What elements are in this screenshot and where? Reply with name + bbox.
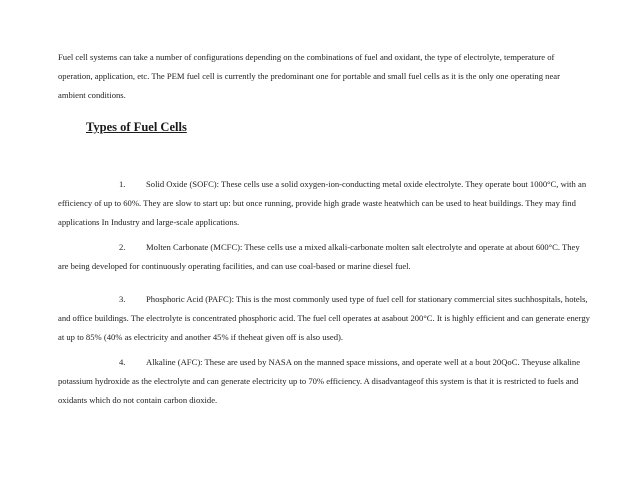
section-heading: Types of Fuel Cells	[86, 120, 187, 134]
list-item-text: Phosphoric Acid (PAFC): This is the most commonly used type of fuel cell for stationary commercial sites suchhospitals, hotels, and office buildings. The electrolyte is concentrated phosphoric acid. The fuel cell operates at asabout 200°C. It is highly efficient and can generate energy at up to 85% (40% as electricity and another 45% if theheat given off is also used).	[58, 294, 590, 342]
list-number: 4.	[119, 357, 126, 367]
list-item-text: Alkaline (AFC): These are used by NASA on the manned space missions, and operate well at a bout 20QoC. Theyuse alkaline potassium hydroxide as the electrolyte and can generate electricity up to 70% efficiency. A disadvantageof this system is that it is restricted to fuels and oxidants which do not contain carbon dioxide.	[58, 357, 581, 405]
list-item-pafc	[58, 290, 590, 347]
list-item-sofc	[58, 175, 590, 232]
list-number: 2.	[119, 242, 126, 252]
list-number: 1.	[119, 179, 126, 189]
list-item-afc	[58, 353, 590, 410]
list-item-text: Molten Carbonate (MCFC): These cells use a mixed alkali-carbonate molten salt electrolyte and operate at about 600°C. They are being developed for continuously operating facilities, and can use coal-based or marine diesel fuel.	[58, 242, 580, 271]
intro-paragraph: Fuel cell systems can take a number of configurations depending on the combinations of fuel and oxidant, the type of electrolyte, temperature of operation, application, etc. The PEM fuel cell is currently the predominant one for portable and small fuel cells as it is the only one operating near ambient conditions.	[58, 52, 560, 100]
list-item-text: Solid Oxide (SOFC): These cells use a solid oxygen-ion-conducting metal oxide electrolyte. They operate bout 1000°C, with an efficiency of up to 60%. They are slow to start up: but once running, provide high grade waste heatwhich can be used to heat buildings. They may find applications In Industry and large-scale applications.	[58, 179, 587, 227]
list-item-mcfc	[58, 238, 590, 276]
list-number: 3.	[119, 294, 126, 304]
